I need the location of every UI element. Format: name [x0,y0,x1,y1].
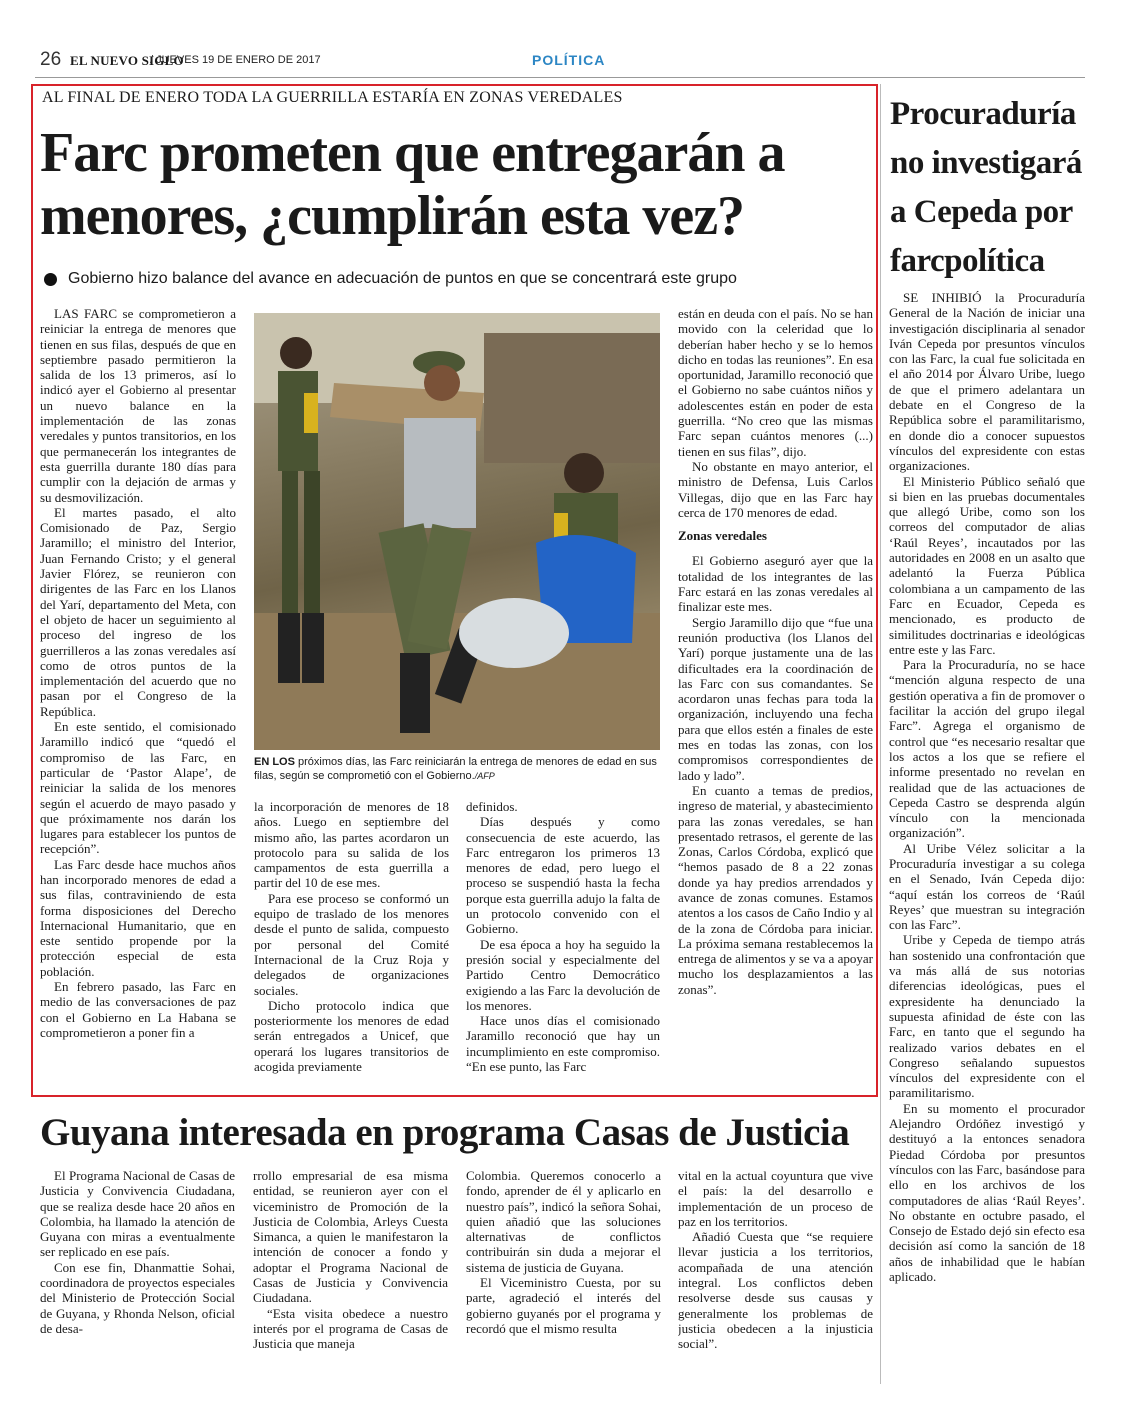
photo-caption [254,755,660,783]
paragraph-text: El Programa Nacional de Casas de Justicia y Convivencia Ciudadana, que se realiza desde hace 20 años en Colombia, ha llamado la atención de Guyana con miras a eventualmente ser replicado en ese país. [40,1168,235,1260]
paragraph [678,553,873,614]
paragraph-text: la incorporación de menores de 18 años. Luego en septiembre del mismo año, las partes acordaron un protocolo para su salida de los campamentos de esta guerrilla a partir del 10 de ese mes. [254,799,449,891]
paragraph-text: están en deuda con el país. No se han movido con la celeridad que lo deberían haber hecho y se lo hemos dicho en todas las reuniones”. En esa oportunidad, Jaramillo reconoció que el Gobierno no sabe cuántos niños y adolescentes están en poder de esta guerrilla. “No creo que las mismas Farc sepan cuántos menores (...) tienen en sus filas”, dijo. [678,306,873,459]
paragraph-text: se comprometieron a reiniciar la entrega de menores que tienen en sus filas, después de que en septiembre pasado permitieron la salida de los 13 primeros, así lo indicó ayer el Gobierno al presentar un nuevo balance en la implementación de las zonas veredales y puntos transitorios, en los que permanecerán los integrantes de esta guerrilla durante 180 días para cumplir con la dejación de armas y su desmovilización. [40,306,236,505]
subheading: Zonas veredales [678,528,767,544]
page-number: 26 [40,49,62,70]
guerrilla-photo-illustration [254,313,660,750]
paragraph [678,1168,873,1229]
paragraph-text: En cuanto a temas de predios, ingreso de material, y abastecimiento para las zonas veredales, se han presentado retrasos, el gerente de las Zonas, Carlos Córdoba, explicó que “hemos pasado de 8 a 22 zonas donde ya hay predios arrendados y avance de zonas comunes. Estamos atentos a los casos de Caño Indio y al de la zona de Córdoba para iniciar. La próxima semana restablecemos la entrega de alimentos y se va a apoyar mucho los desplazamientos a las zonas”. [678,782,873,997]
main-kicker: AL FINAL DE ENERO TODA LA GUERRILLA ESTARÍA EN ZONAS VEREDALES [42,89,623,106]
paragraph [889,657,1085,841]
main-column-2 [254,799,449,1084]
paragraph [254,799,449,891]
paragraph-text: El martes pasado, el alto Comisionado de Paz, Sergio Jaramillo; el ministro del Interior, Juan Fernando Cristo; y el general Javier Flórez, se reunieron con dirigentes de las Farc en los Llanos del Yarí, departamento del Meta, con el objeto de hacer un seguimiento al proceso del ingreso de los guerrilleros a las zonas veredales así como de otros puntos de la implementación del acuerdo que no pasan por el Congreso de la República. [40,504,236,719]
paragraph [40,857,236,979]
paragraph-text: “Esta visita obedece a nuestro interés por el programa de Casas de Justicia que maneja [253,1305,448,1352]
paragraph-text: Para la Procuraduría, no se hace “mención alguna respecto de una gestión operativa a fin de promover o facilitar la acción del grupo ilegal Farc”. Agrega el organismo de control que “es necesario resaltar que los actos a los que se refiere el informe presentado no revelan en realidad que de las actuaciones de Cepeda Castro se desprenda algún vínculo con la mencionada organización”. [889,657,1085,841]
paragraph-text: vital en la actual coyuntura que vive el país: la del desarrollo e implementación de un proceso de paz en los territorios. [678,1168,873,1229]
paragraph [889,1101,1085,1285]
header-rule [35,77,1085,78]
caption-lead: EN LOS [254,756,295,768]
paragraph-text: Las Farc desde hace muchos años han incorporado menores de edad a sus filas, contraviniendo de esta forma disposiciones del Derecho Internacional Humanitario, que en este sentido propende por la protección especial de esta población. [40,856,236,979]
caption-text: próximos días, las Farc reiniciarán la entrega de menores de edad en sus filas, según se comprometió con el Gobierno. [254,756,657,782]
paragraph [678,459,873,520]
paragraph-text: En febrero pasado, las Farc en medio de las conversaciones de paz con el Gobierno en La Habana se comprometieron a poner fin a [40,979,236,1040]
paragraph [253,1168,448,1306]
main-column-4 [678,306,873,1084]
main-summary: Gobierno hizo balance del avance en adecuación de puntos en que se concentrará este grupo [68,270,737,287]
lead-words: SE INHIBIÓ [903,290,982,305]
paragraph-text: En su momento el procurador Alejandro Ordóñez investigó y destituyó a la entonces senadora Piedad Córdoba por presuntos vínculos con las Farc, basándose para ello en los archivos de los computadores de alias ‘Raúl Reyes’. No obstante en octubre pasado, el Consejo de Estado dejó sin efecto esa decisión así como la sanción de 18 años de inhabilidad que le habían aplicado. [889,1100,1085,1284]
bottom-column-1 [40,1168,235,1368]
paragraph-text: No obstante en mayo anterior, el ministro de Defensa, Luis Carlos Villegas, dijo que en las Farc hay cerca de 170 menores de edad. [678,458,873,520]
paragraph-text: Uribe y Cepeda de tiempo atrás han sostenido una confrontación que va más allá de sus notorias diferencias ideológicas, pues el expresidente ha denunciado la supuesta afinidad de éste con las Farc, en tanto que el segundo ha realizado varios debates en el Congreso señalando supuestos vínculos del expresidente con el paramilitarismo. [889,932,1085,1101]
paragraph [678,783,873,997]
paragraph-text: definidos. [466,799,518,814]
paragraph [678,615,873,783]
paragraph [466,814,660,936]
paragraph-text: El Viceministro Cuesta, por su parte, agradeció el interés del gobierno guyanés por el programa y recordó que el mismo resulta [466,1275,661,1336]
bottom-column-3 [466,1168,661,1368]
main-column-3 [466,799,660,1084]
paragraph-text: Al Uribe Vélez solicitar a la Procuraduría investigar a su colega en el Senado, Iván Cepeda dijo: “aquí están los correos de ‘Raúl Reyes’ que muestran su integración con las Farc”. [889,840,1085,933]
side-column [889,290,1085,1370]
paragraph [678,306,873,459]
paragraph-text: la Procuraduría General de la Nación de iniciar una investigación disciplinaria al senador Iván Cepeda por presuntos vínculos con las Farc, la cual fue solicitada en el año 2014 por Álvaro Uribe, luego de que el primero adelantara un debate en el Congreso de la República sobre el paramilitarismo, en donde dio a conocer supuestos vínculos del expresidente con estas organizaciones. [889,290,1085,474]
bottom-headline: Guyana interesada en programa Casas de Justicia [40,1111,850,1154]
paragraph [253,1306,448,1352]
paragraph [889,290,1085,474]
paragraph-text: Añadió Cuesta que “se requiere llevar justicia a los territorios, acompañada de una atención integral. Los conflictos deben resolverse desde sus causas y generalmente los problemas de justicia obedecen a la injusticia social”. [678,1229,873,1352]
column-divider [880,84,881,1384]
paragraph [254,891,449,998]
paragraph-text: rrollo empresarial de esa misma entidad, se reunieron ayer con el viceministro de Promoción de la Justicia de Colombia, Arleys Cuesta Simanca, a quien le manifestaron la intención de conocer a fondo y adoptar el Programa Nacional de Casas de Justicia y Convivencia Ciudadana. [253,1168,448,1306]
paragraph [466,937,660,1013]
paragraph [40,1260,235,1336]
paragraph-text: Colombia. Queremos conocerlo a fondo, aprender de él y aplicarlo en nuestro país”, indicó la señora Sohai, quien añadió que las soluciones alternativas de conflictos contribuirán sin duda a mejorar el sistema de justicia de Guyana. [466,1168,661,1275]
bottom-column-4 [678,1168,873,1368]
main-headline: Farc prometen que entregarán a menores, ¿cumplirán esta vez? [40,122,785,247]
paragraph [466,799,660,814]
caption-credit: /AFP [474,771,495,781]
newspaper-name: EL NUEVO SIGLO [70,53,184,68]
lead-words: LAS FARC [54,306,118,321]
paragraph [889,841,1085,933]
paragraph [40,306,236,505]
main-column-1 [40,306,236,1084]
paragraph-text: Con ese fin, Dhanmattie Sohai, coordinadora de proyectos especiales del Ministerio de Protección Social de Guyana, y Rhonda Nelson, oficial de desa- [40,1259,235,1336]
paragraph [466,1275,661,1336]
issue-date: / JUEVES 19 DE ENERO DE 2017 [150,54,321,66]
paragraph-text: Hace unos días el comisionado Jaramillo reconoció que hay un incumplimiento en este compromiso. “En ese punto, las Farc [466,1013,660,1075]
paragraph-text: Para ese proceso se conformó un equipo de traslado de los menores desde el punto de salida, compuesto por personal del Comité Internacional de la Cruz Roja y delegados de organizaciones sociales. [254,890,449,998]
paragraph-text: De esa época a hoy ha seguido la presión social y especialmente del Partido Centro Democrático exigiendo a las Farc la devolución de los menores. [466,936,660,1013]
paragraph [889,932,1085,1100]
paragraph [466,1013,660,1074]
paragraph [678,1229,873,1351]
bottom-column-2 [253,1168,448,1368]
paragraph [40,505,236,719]
paragraph [254,998,449,1074]
paragraph [40,1168,235,1260]
paragraph-text: Sergio Jaramillo dijo que “fue una reunión productiva (los Llanos del Yarí) porque justamente una de las dificultades era la coordinación de las Farc con sus comandantes. Se acordaron unas fechas para toda la organización, incluyendo una fecha para que ellos estén a finales de este mes en todas las zonas, con los compromisos correspondientes de lado y lado”. [678,614,873,783]
bullet-icon [44,273,57,286]
paragraph [466,1168,661,1275]
paragraph-text: El Ministerio Público señaló que si bien en las pruebas documentales que allegó Uribe, como son los correos del computador de alias ‘Raúl Reyes’, incautados por las autoridades en 2008 en un asalto que adelantó la Fuerza Pública colombiana a un campamento de las Farc en Ecuador, Cepeda es mencionado, es producto de similitudes doctrinarias e ideológicas entre este y las Farc. [889,473,1085,657]
article-photo [254,313,660,750]
paragraph [40,719,236,857]
paragraph [40,979,236,1040]
paragraph-text: Días después y como consecuencia de este acuerdo, las Farc entregaron los primeros 13 menores de edad, pero luego el proceso se suspendió hasta la fecha porque esta guerrilla adujo la falta de un protocolo convenido con el Gobierno. [466,814,660,937]
section-label: POLÍTICA [532,52,606,68]
paragraph-text: Dicho protocolo indica que posteriormente los menores de edad serán entregados a Unicef, que operará los lugares transitorios de acogida previamente [254,997,449,1075]
paragraph-text: En este sentido, el comisionado Jaramillo indicó que “quedó el compromiso de las Farc, en particular de ‘Pastor Alape’, de reiniciar la salida de los menores según el acuerdo de mayo pasado y que próximamente nos darán los lugares para establecer los puntos de recepción”. [40,719,236,857]
paragraph [889,474,1085,658]
side-headline: Procuraduría no investigará a Cepeda por farcpolítica [890,96,1082,279]
paragraph-text: El Gobierno aseguró ayer que la totalidad de los integrantes de las Farc estará en las zonas veredales al finalizar este mes. [678,553,873,615]
